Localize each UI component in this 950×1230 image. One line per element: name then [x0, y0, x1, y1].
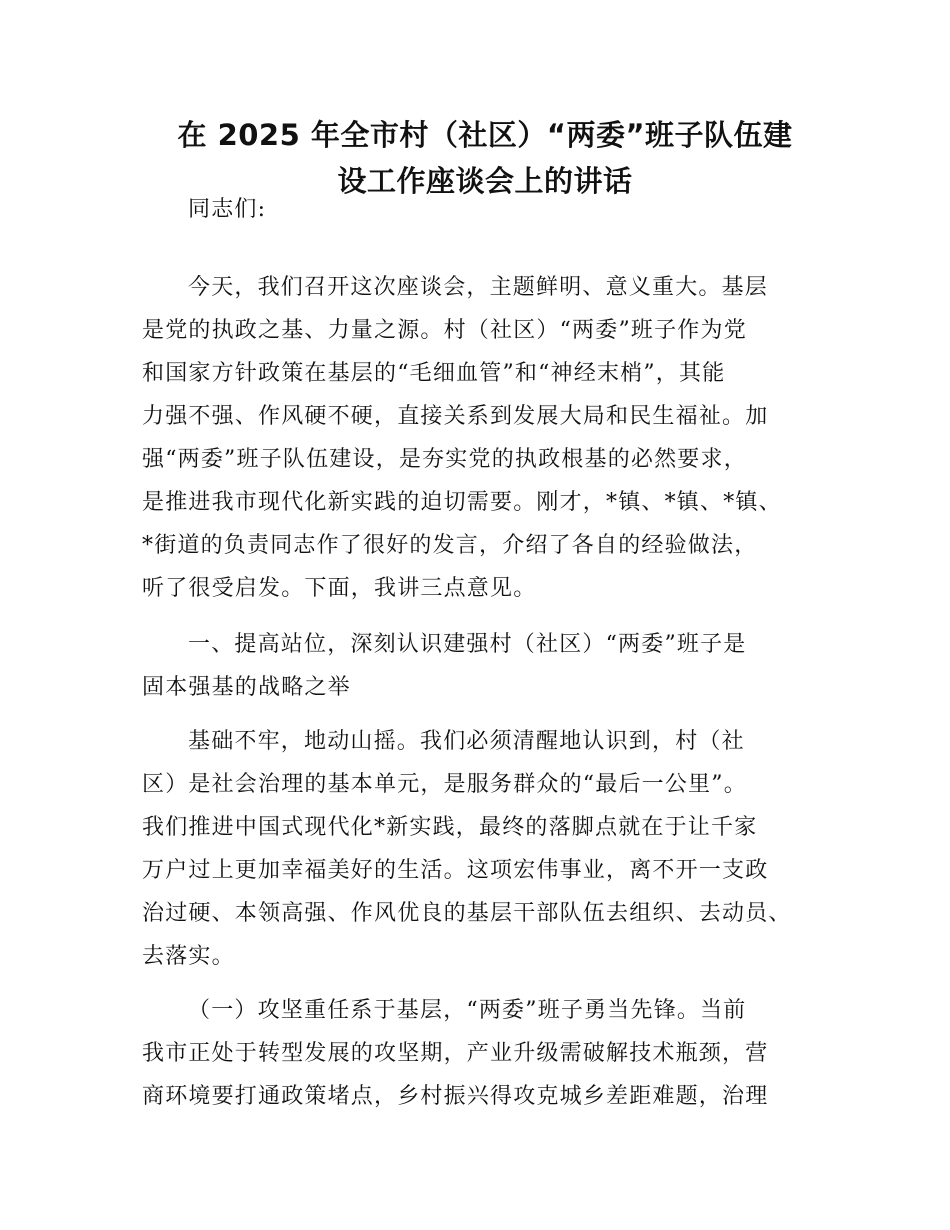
- text-line: 我们推进中国式现代化*新实践，最终的落脚点就在于让千家: [142, 815, 758, 840]
- text-line: 是推进我市现代化新实践的迫切需要。刚才，*镇、*镇、*镇、: [142, 490, 782, 515]
- text-line: 商环境要打通政策堵点，乡村振兴得攻克城乡差距难题，治理: [142, 1084, 769, 1109]
- heading-line: 一、提高站位，深刻认识建强村（社区）“两委”班子是: [188, 632, 747, 657]
- text-line: 今天，我们召开这次座谈会，主题鲜明、意义重大。基层: [188, 275, 769, 300]
- document-page: [142, 0, 828, 1230]
- text-line: 万户过上更加幸福美好的生活。这项宏伟事业，离不开一支政: [142, 858, 769, 883]
- text-line: （一）攻坚重任系于基层，“两委”班子勇当先锋。当前: [188, 998, 747, 1023]
- text-line: 和国家方针政策在基层的“毛细血管”和“神经末梢”，其能: [142, 361, 726, 386]
- text-line: 去落实。: [142, 944, 235, 969]
- title-line-2: 设工作座谈会上的讲话: [337, 164, 633, 198]
- paragraph-intro: [142, 266, 832, 610]
- paragraph-subsection-one: [142, 989, 832, 1118]
- text-line: 力强不强、作风硬不硬，直接关系到发展大局和民生福祉。加: [142, 404, 769, 429]
- text-line: *街道的负责同志作了很好的发言，介绍了各自的经验做法，: [142, 533, 758, 558]
- text-line: 治过硬、本领高强、作风优良的基层干部队伍去组织、去动员、: [142, 901, 792, 926]
- text-line: 强“两委”班子队伍建设，是夯实党的执政根基的必然要求，: [142, 447, 747, 472]
- title-line-1: 在 2025 年全市村（社区）“两委”班子队伍建: [177, 118, 793, 152]
- text-line: 是党的执政之基、力量之源。村（社区）“两委”班子作为党: [142, 318, 747, 343]
- text-line: 区）是社会治理的基本单元，是服务群众的“最后一公里”。: [142, 772, 747, 797]
- salutation: [142, 188, 832, 231]
- heading-line: 固本强基的战略之举: [142, 675, 351, 700]
- section-heading-one: [142, 623, 832, 709]
- paragraph-basis: [142, 720, 832, 978]
- text-line: 基础不牢，地动山摇。我们必须清醒地认识到，村（社: [188, 729, 745, 754]
- text-line: 听了很受启发。下面，我讲三点意见。: [142, 576, 537, 601]
- text-line: 我市正处于转型发展的攻坚期，产业升级需破解技术瓶颈，营: [142, 1041, 769, 1066]
- salutation-text: 同志们:: [188, 197, 267, 222]
